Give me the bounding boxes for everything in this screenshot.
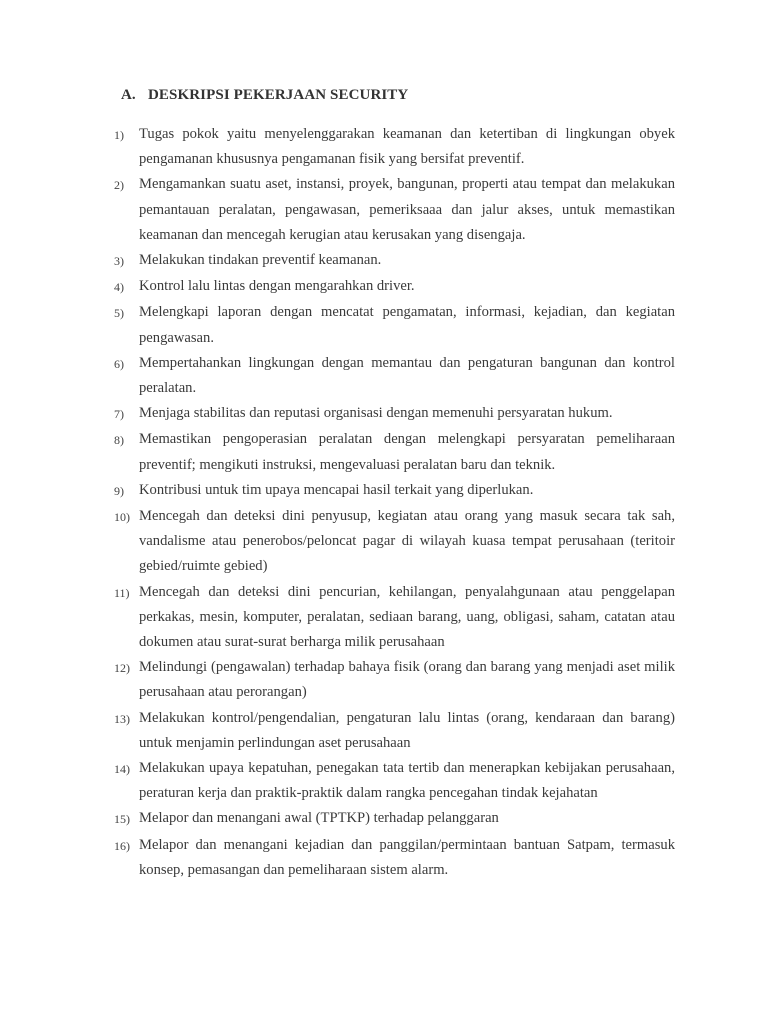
item-text: Melakukan upaya kepatuhan, penegakan tata tertib dan menerapkan kebijakan perusahaan, peraturan kerja dan praktik-praktik dalam rangka pencegahan tindak kejahatan xyxy=(139,760,675,802)
item-number: 6) xyxy=(114,356,124,371)
list-item xyxy=(114,172,675,248)
section-heading xyxy=(121,87,408,104)
list-item xyxy=(114,833,675,883)
list-item xyxy=(114,706,675,756)
list-item xyxy=(114,756,675,806)
item-text: Melapor dan menangani kejadian dan panggilan/permintaan bantuan Satpam, termasuk konsep, pemasangan dan pemeliharaan sistem alarm. xyxy=(139,836,675,878)
item-number: 14) xyxy=(114,762,130,777)
item-text: Mencegah dan deteksi dini penyusup, kegiatan atau orang yang masuk secara tak sah, vandalisme atau penerobos/peloncat pagar di wilayah kuasa tempat perusahaan (teritoir gebied/ruimte gebied) xyxy=(139,508,675,575)
list-item xyxy=(114,478,675,504)
list-item xyxy=(114,580,675,656)
item-number: 3) xyxy=(114,254,124,269)
item-text: Melakukan kontrol/pengendalian, pengaturan lalu lintas (orang, kendaraan dan barang) untuk menjamin perlindungan aset perusahaan xyxy=(139,709,675,751)
item-number: 8) xyxy=(114,433,124,448)
item-text: Tugas pokok yaitu menyelenggarakan keamanan dan ketertiban di lingkungan obyek pengamanan khususnya pengamanan fisik yang bersifat preventif. xyxy=(139,126,675,168)
list-item xyxy=(114,122,675,172)
item-text: Melindungi (pengawalan) terhadap bahaya fisik (orang dan barang yang menjadi aset milik perusahaan atau perorangan) xyxy=(139,659,675,701)
section-title: DESKRIPSI PEKERJAAN SECURITY xyxy=(148,87,409,103)
item-number: 16) xyxy=(114,838,130,853)
list-item xyxy=(114,401,675,427)
list-item xyxy=(114,427,675,477)
item-number: 12) xyxy=(114,661,130,676)
item-number: 9) xyxy=(114,483,124,498)
item-number: 2) xyxy=(114,178,124,193)
section-letter: A. xyxy=(121,87,136,103)
item-text: Memastikan pengoperasian peralatan dengan melengkapi persyaratan pemeliharaan preventif; mengikuti instruksi, mengevaluasi peralatan baru dan teknik. xyxy=(139,431,675,473)
item-text: Melapor dan menangani awal (TPTKP) terhadap pelanggaran xyxy=(139,810,499,827)
item-text: Mengamankan suatu aset, instansi, proyek, bangunan, properti atau tempat dan melakukan pemantauan peralatan, pengawasan, pemeriksaaa dan jalur akses, untuk memastikan keamanan dan mencegah kerugian atau kerusakan yang disengaja. xyxy=(139,176,675,243)
item-number: 4) xyxy=(114,280,124,295)
item-text: Kontrol lalu lintas dengan mengarahkan driver. xyxy=(139,278,415,295)
item-number: 7) xyxy=(114,407,124,422)
item-text: Kontribusi untuk tim upaya mencapai hasil terkait yang diperlukan. xyxy=(139,481,534,498)
list-item xyxy=(114,504,675,580)
list-item xyxy=(114,655,675,705)
list-item xyxy=(114,248,675,274)
item-number: 11) xyxy=(114,585,130,600)
job-description-list xyxy=(114,122,675,883)
item-number: 10) xyxy=(114,510,130,525)
item-text: Mempertahankan lingkungan dengan memantau dan pengaturan bangunan dan kontrol peralatan. xyxy=(139,354,675,397)
item-number: 15) xyxy=(114,812,130,827)
item-text: Melengkapi laporan dengan mencatat pengamatan, informasi, kejadian, dan kegiatan pengawasan. xyxy=(139,304,675,346)
item-number: 1) xyxy=(114,128,124,142)
list-item xyxy=(114,351,675,401)
item-text: Menjaga stabilitas dan reputasi organisasi dengan memenuhi persyaratan hukum. xyxy=(139,405,613,422)
list-item xyxy=(114,274,675,300)
item-text: Melakukan tindakan preventif keamanan. xyxy=(139,252,382,269)
list-item xyxy=(114,300,675,350)
item-number: 13) xyxy=(114,711,130,726)
item-number: 5) xyxy=(114,306,124,321)
item-text: Mencegah dan deteksi dini pencurian, kehilangan, penyalahgunaan atau penggelapan perkakas, mesin, komputer, peralatan, sediaan barang, uang, obligasi, saham, catatan atau dokumen atau surat-surat berharga milik perusahaan xyxy=(139,583,675,651)
list-item xyxy=(114,806,675,832)
